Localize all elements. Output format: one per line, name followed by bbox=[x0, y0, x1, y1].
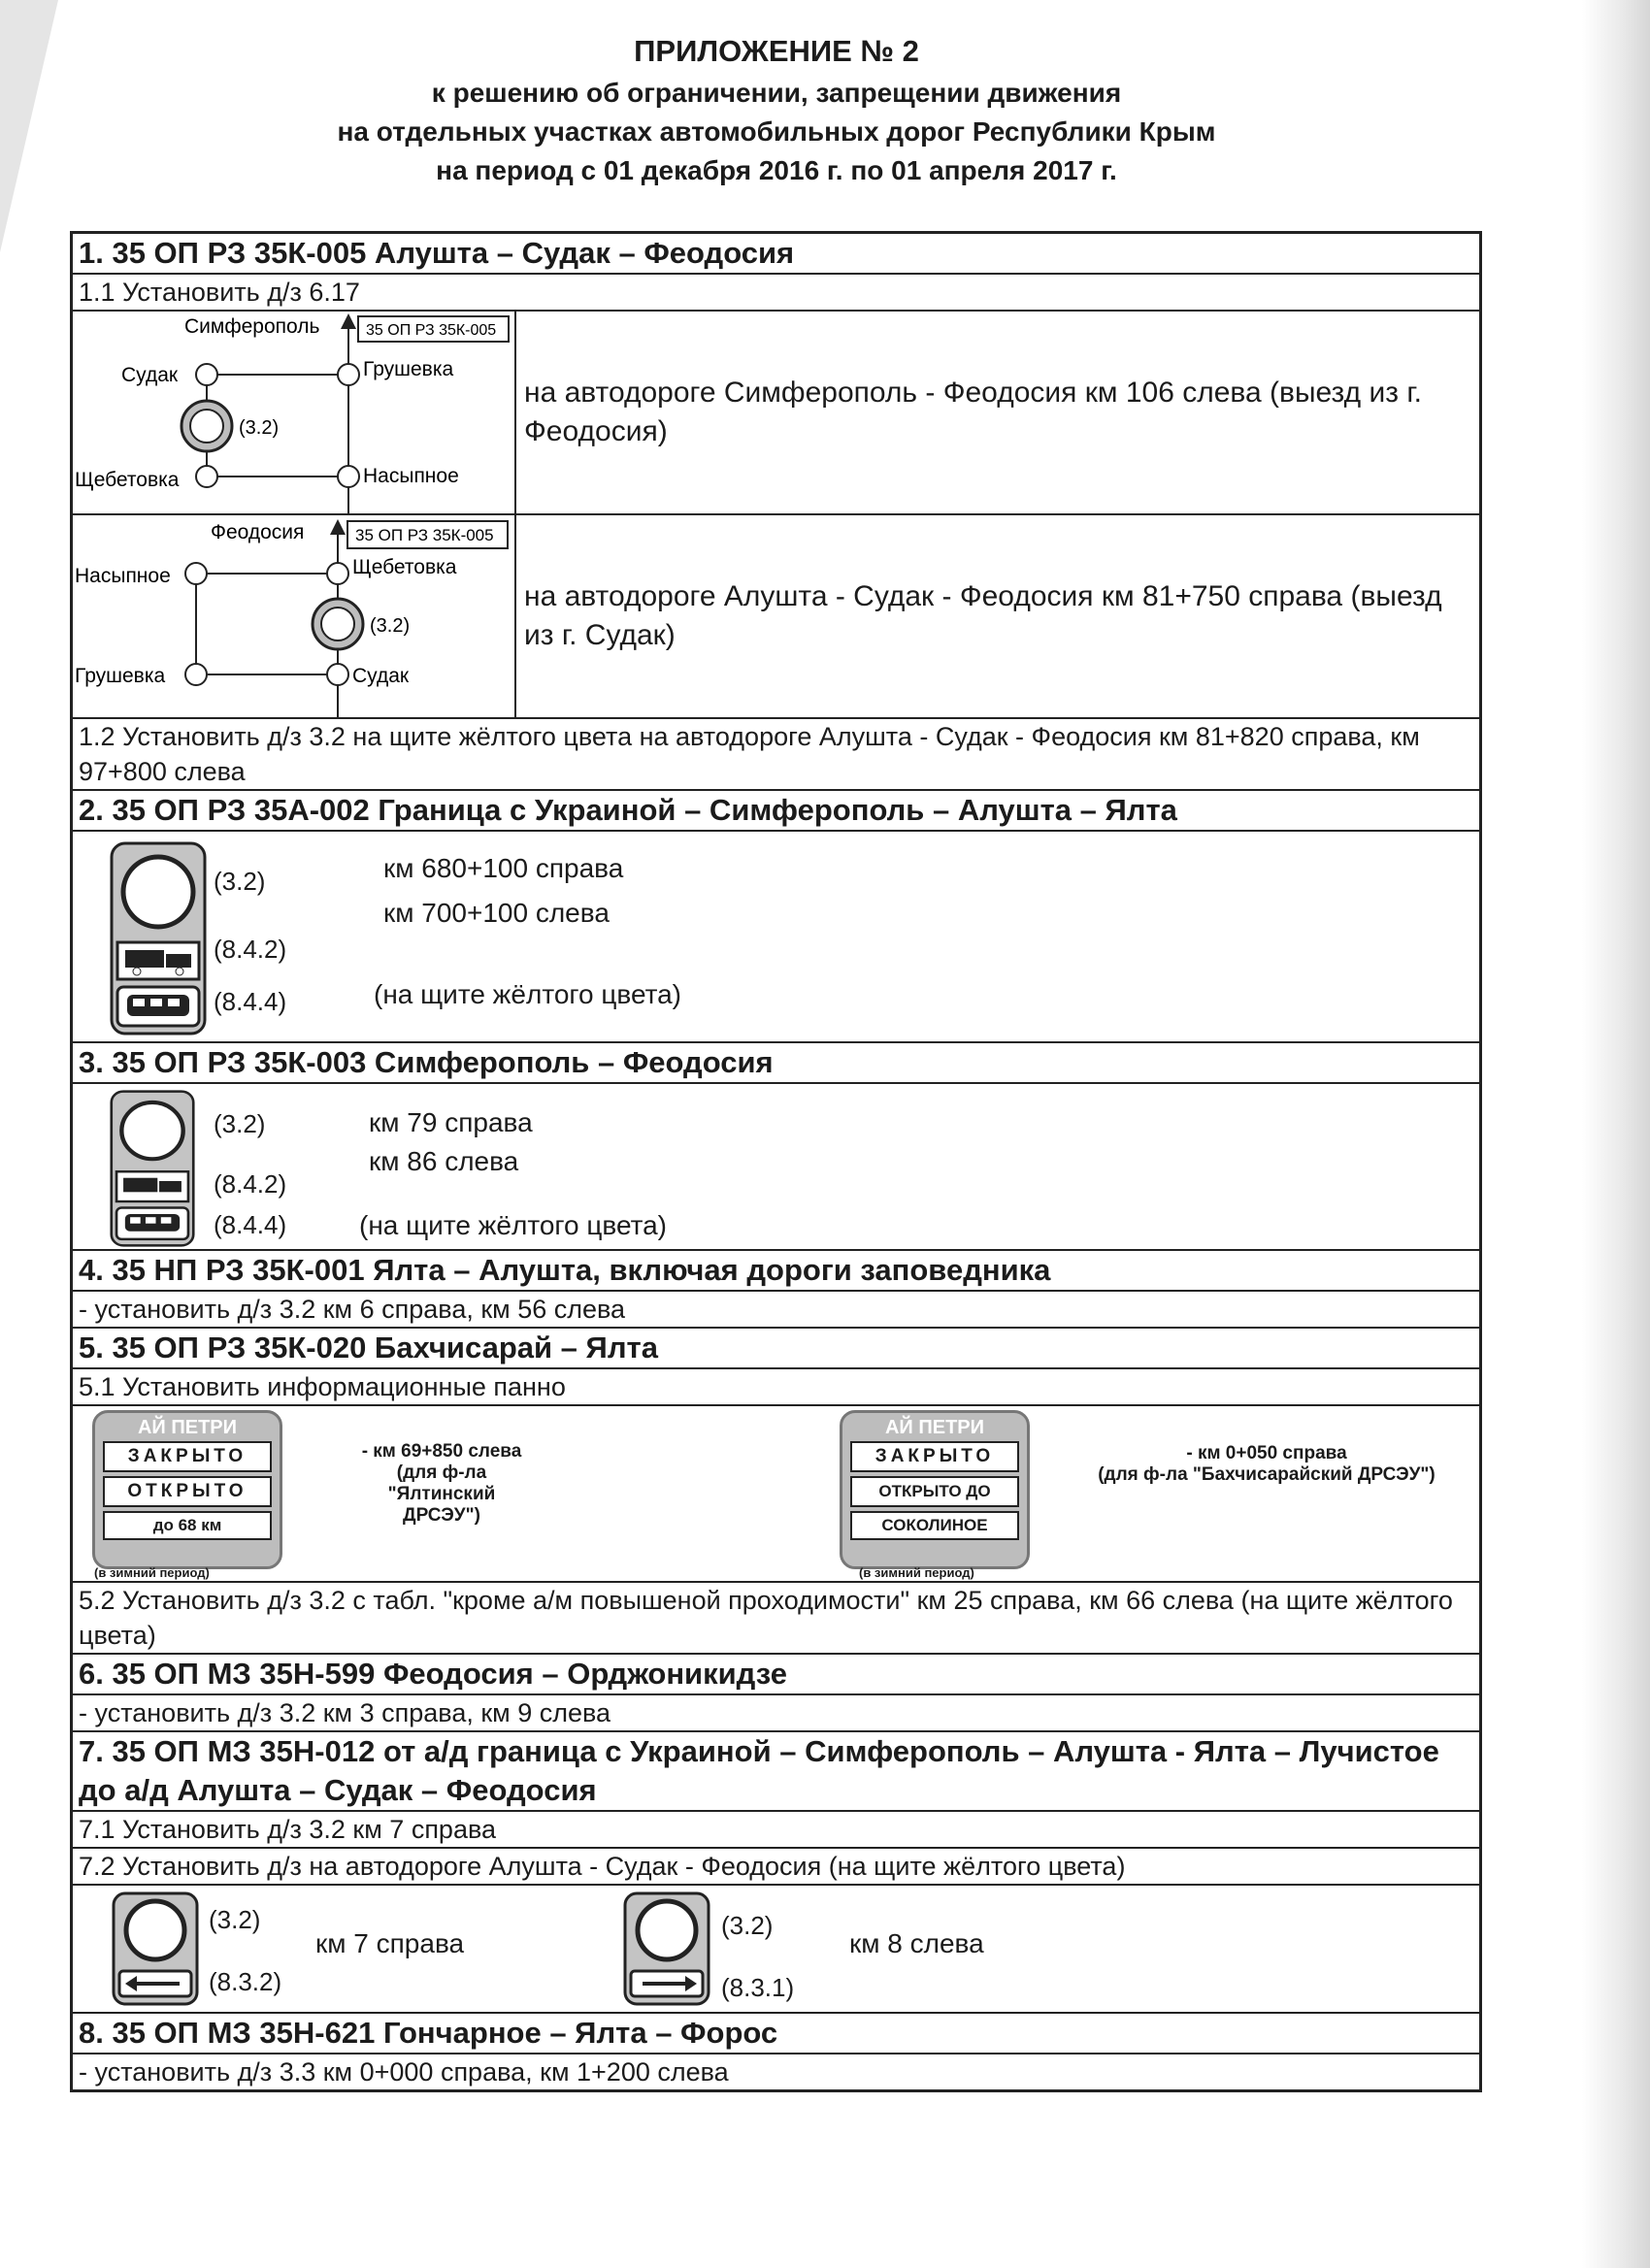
section-6-title: 6. 35 ОП МЗ 35Н-599 Феодосия – Орджоникидзе bbox=[72, 1654, 1481, 1694]
svg-text:(3.2): (3.2) bbox=[239, 417, 280, 439]
s3-km-2: км 86 слева bbox=[369, 1146, 519, 1176]
s2-label-8-4-2: (8.4.2) bbox=[214, 935, 287, 964]
route-diagram-2-svg bbox=[73, 515, 514, 717]
info-panel-2 bbox=[840, 1410, 1030, 1569]
s3-note: (на щите жёлтого цвета) bbox=[359, 1210, 667, 1240]
s3-label-8-4-2: (8.4.2) bbox=[214, 1169, 287, 1199]
section-7-1: 7.1 Установить д/з 3.2 км 7 справа bbox=[72, 1811, 1481, 1848]
panel-2-place: СОКОЛИНОЕ bbox=[850, 1511, 1019, 1540]
d1-code: 35 ОП РЗ 35К-005 bbox=[366, 322, 497, 339]
sign-arrow-right-icon bbox=[622, 1891, 711, 2006]
section-3-signs bbox=[72, 1083, 1481, 1250]
page-edge-shadow bbox=[1582, 0, 1650, 2268]
section-6-text: - установить д/з 3.2 км 3 справа, км 9 слева bbox=[72, 1694, 1481, 1731]
s3-label-3-2: (3.2) bbox=[214, 1109, 266, 1138]
d2-left-bottom: Грушевка bbox=[75, 665, 166, 687]
d2-location-text: на автодороге Алушта - Судак - Феодосия км 81+750 справа (выезд из г. Судак) bbox=[515, 514, 1481, 718]
sign-arrow-left-icon bbox=[112, 1891, 199, 2006]
section-5-title: 5. 35 ОП РЗ 35К-020 Бахчисарай – Ялта bbox=[72, 1328, 1481, 1368]
section-4-text: - установить д/з 3.2 км 6 справа, км 56 слева bbox=[72, 1291, 1481, 1328]
section-2-title: 2. 35 ОП РЗ 35А-002 Граница с Украиной – Симферополь – Алушта – Ялта bbox=[72, 790, 1481, 831]
section-5-2: 5.2 Установить д/з 3.2 с табл. "кроме а/м повышеной проходимости" км 25 справа, км 66 слева (на щите жёлтого цвета) bbox=[72, 1582, 1481, 1654]
junction-icon bbox=[327, 563, 348, 584]
junction-icon bbox=[185, 563, 207, 584]
d1-right-top: Грушевка bbox=[363, 358, 454, 380]
d1-location-text: на автодороге Симферополь - Феодосия км 106 слева (выезд из г. Феодосия) bbox=[515, 311, 1481, 514]
panel-2-foot: (в зимний период) bbox=[859, 1565, 974, 1580]
junction-icon bbox=[338, 364, 359, 385]
s2-km-1: км 680+100 справа bbox=[383, 853, 624, 883]
panel-2-open-until: ОТКРЫТО ДО bbox=[850, 1476, 1019, 1507]
document-header bbox=[0, 29, 1553, 190]
s7a-km: км 7 справа bbox=[315, 1928, 465, 1958]
section-1-title: 1. 35 ОП РЗ 35К-005 Алушта – Судак – Феодосия bbox=[72, 233, 1481, 275]
section-1-1: 1.1 Установить д/з 6.17 bbox=[72, 274, 1481, 311]
section-8-title: 8. 35 ОП МЗ 35Н-621 Гончарное – Ялта – Форос bbox=[72, 2013, 1481, 2054]
d1-left-bottom: Щебетовка bbox=[75, 469, 180, 491]
s7b-label-8-3-1: (8.3.1) bbox=[721, 1973, 795, 2002]
section-1-2: 1.2 Установить д/з 3.2 на щите жёлтого цвета на автодороге Алушта - Судак - Феодосия км 81+820 справа, км 97+800 слева bbox=[72, 718, 1481, 790]
route-diagram-2 bbox=[72, 514, 516, 718]
appendix-title: ПРИЛОЖЕНИЕ № 2 bbox=[634, 34, 919, 68]
d2-left-top: Насыпное bbox=[75, 565, 171, 587]
s2-km-2: км 700+100 слева bbox=[383, 898, 610, 928]
section-5-panels bbox=[72, 1405, 1481, 1582]
junction-icon bbox=[185, 664, 207, 685]
panel-2-note: - км 0+050 справа (для ф-ла "Бахчисарайский ДРСЭУ") bbox=[1098, 1443, 1436, 1485]
info-panel-1 bbox=[92, 1410, 282, 1569]
header-line-3: на период с 01 декабря 2016 г. по 01 апреля 2017 г. bbox=[436, 155, 1117, 185]
s7a-label-3-2: (3.2) bbox=[209, 1905, 261, 1934]
d1-right-bottom: Насыпное bbox=[363, 465, 459, 487]
s2-note: (на щите жёлтого цвета) bbox=[374, 979, 681, 1009]
panel-2-closed: ЗАКРЫТО bbox=[850, 1441, 1019, 1472]
section-8-text: - установить д/з 3.3 км 0+000 справа, км 1+200 слева bbox=[72, 2054, 1481, 2091]
d1-left-top: Судак bbox=[121, 364, 179, 386]
s7b-km: км 8 слева bbox=[849, 1928, 984, 1958]
svg-text:(3.2): (3.2) bbox=[370, 615, 411, 637]
panel-1-until: до 68 км bbox=[103, 1511, 272, 1540]
junction-icon bbox=[196, 364, 217, 385]
section-7-2: 7.2 Установить д/з на автодороге Алушта - Судак - Феодосия (на щите жёлтого цвета) bbox=[72, 1848, 1481, 1885]
section-7-signs bbox=[72, 1885, 1481, 2013]
s7b-label-3-2: (3.2) bbox=[721, 1911, 774, 1940]
panel-1-head: АЙ ПЕТРИ bbox=[137, 1417, 238, 1438]
d2-right-top: Щебетовка bbox=[352, 556, 457, 578]
header-line-2: на отдельных участках автомобильных дорог Республики Крым bbox=[337, 116, 1216, 147]
d1-top-label: Симферополь bbox=[184, 315, 320, 338]
sign-stack-icon bbox=[110, 1090, 195, 1247]
s2-label-3-2: (3.2) bbox=[214, 867, 266, 896]
junction-icon bbox=[338, 466, 359, 487]
panel-2-head: АЙ ПЕТРИ bbox=[884, 1417, 985, 1438]
panel-1-open: ОТКРЫТО bbox=[103, 1476, 272, 1507]
route-diagram-1 bbox=[72, 311, 516, 514]
s7a-label-8-3-2: (8.3.2) bbox=[209, 1967, 282, 1996]
s3-label-8-4-4: (8.4.4) bbox=[214, 1210, 287, 1239]
junction-icon bbox=[196, 466, 217, 487]
s3-km-1: км 79 справа bbox=[369, 1107, 533, 1137]
section-2-signs bbox=[72, 831, 1481, 1042]
panel-1-note: - км 69+850 слева (для ф-ла "Ялтинский ДРСЭУ") bbox=[361, 1441, 522, 1526]
header-line-1: к решению об ограничении, запрещении движения bbox=[431, 78, 1122, 108]
sign-stack-icon bbox=[110, 841, 207, 1035]
section-5-1: 5.1 Установить информационные панно bbox=[72, 1368, 1481, 1405]
restrictions-table bbox=[70, 231, 1482, 2092]
junction-icon bbox=[327, 664, 348, 685]
d2-top-label: Феодосия bbox=[211, 521, 305, 543]
panel-1-closed: ЗАКРЫТО bbox=[103, 1441, 272, 1472]
route-diagram-1-svg bbox=[73, 312, 514, 513]
section-4-title: 4. 35 НП РЗ 35К-001 Ялта – Алушта, включая дороги заповедника bbox=[72, 1250, 1481, 1291]
s2-label-8-4-4: (8.4.4) bbox=[214, 987, 287, 1016]
panel-1-foot: (в зимний период) bbox=[94, 1565, 210, 1580]
section-7-title: 7. 35 ОП МЗ 35Н-012 от а/д граница с Украиной – Симферополь – Алушта - Ялта – Лучистое до а/д Алушта – Судак – Феодосия bbox=[72, 1731, 1481, 1811]
section-3-title: 3. 35 ОП РЗ 35К-003 Симферополь – Феодосия bbox=[72, 1042, 1481, 1083]
d2-code: 35 ОП РЗ 35К-005 bbox=[355, 526, 494, 544]
d2-right-bottom: Судак bbox=[352, 665, 410, 687]
